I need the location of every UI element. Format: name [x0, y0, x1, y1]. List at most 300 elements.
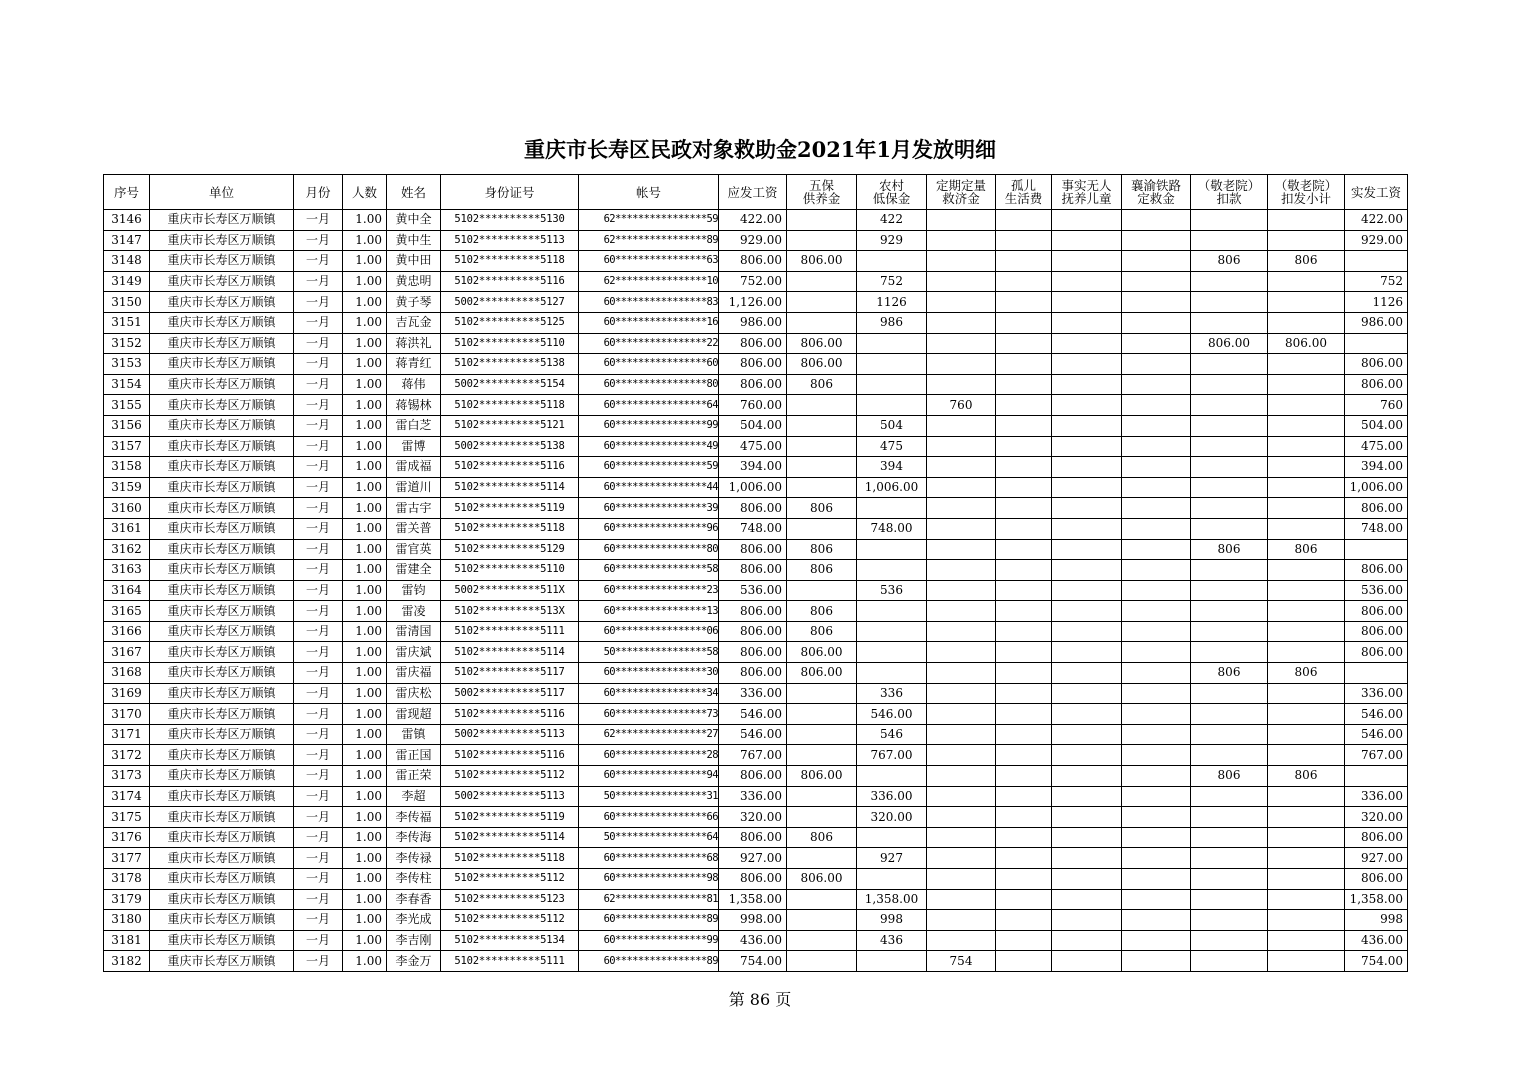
table-cell: 3156 [104, 415, 150, 436]
table-cell: 748.00 [719, 518, 787, 539]
table-cell: 806.00 [719, 827, 787, 848]
table-cell [927, 786, 996, 807]
table-cell [1122, 642, 1191, 663]
table-cell [1052, 477, 1122, 498]
table-row [104, 869, 1408, 890]
table-cell: 重庆市长寿区万顺镇 [150, 457, 294, 478]
table-cell: 一月 [294, 601, 343, 622]
table-cell [1268, 518, 1345, 539]
table-cell: 62****************89 [579, 230, 719, 251]
table-cell: 3162 [104, 539, 150, 560]
table-cell: 1.00 [343, 889, 387, 910]
table-cell: 3157 [104, 436, 150, 457]
table-cell: 一月 [294, 827, 343, 848]
column-header: 单位 [150, 175, 294, 210]
table-cell: 一月 [294, 807, 343, 828]
table-cell [787, 683, 857, 704]
table-cell: 重庆市长寿区万顺镇 [150, 560, 294, 581]
table-cell: 李传福 [387, 807, 441, 828]
table-cell: 806 [787, 539, 857, 560]
table-row [104, 251, 1408, 272]
table-cell [1122, 457, 1191, 478]
table-cell [1191, 889, 1268, 910]
table-cell: 752.00 [719, 271, 787, 292]
table-cell: 806.00 [1345, 827, 1408, 848]
table-cell: 60****************44 [579, 477, 719, 498]
table-cell: 50****************31 [579, 786, 719, 807]
table-cell: 1.00 [343, 312, 387, 333]
table-cell: 475 [857, 436, 927, 457]
table-cell: 60****************28 [579, 745, 719, 766]
table-cell: 黄忠明 [387, 271, 441, 292]
table-cell: 重庆市长寿区万顺镇 [150, 518, 294, 539]
table-cell: 986.00 [1345, 312, 1408, 333]
table-cell: 5102**********5116 [441, 271, 579, 292]
table-cell: 806.00 [1345, 374, 1408, 395]
table-cell: 3180 [104, 910, 150, 931]
table-header [104, 175, 1408, 210]
table-cell [927, 663, 996, 684]
table-cell: 60****************89 [579, 910, 719, 931]
table-cell [1052, 251, 1122, 272]
column-header: 序号 [104, 175, 150, 210]
table-cell: 806.00 [787, 869, 857, 890]
table-cell [1122, 827, 1191, 848]
table-cell: 1.00 [343, 745, 387, 766]
table-cell: 3152 [104, 333, 150, 354]
table-cell [996, 642, 1052, 663]
table-cell: 1.00 [343, 786, 387, 807]
table-cell: 5102**********5111 [441, 951, 579, 972]
table-cell: 重庆市长寿区万顺镇 [150, 292, 294, 313]
table-cell [1052, 930, 1122, 951]
table-cell [996, 869, 1052, 890]
table-cell: 3179 [104, 889, 150, 910]
table-cell: 重庆市长寿区万顺镇 [150, 354, 294, 375]
table-cell [996, 827, 1052, 848]
table-cell: 5102**********513X [441, 601, 579, 622]
table-cell [1052, 910, 1122, 931]
table-cell: 752 [1345, 271, 1408, 292]
table-cell [996, 354, 1052, 375]
table-cell [1122, 312, 1191, 333]
table-cell: 436.00 [1345, 930, 1408, 951]
table-cell: 1.00 [343, 642, 387, 663]
table-cell: 雷成福 [387, 457, 441, 478]
table-cell: 1,126.00 [719, 292, 787, 313]
table-cell [1122, 395, 1191, 416]
table-cell [927, 374, 996, 395]
table-cell [927, 436, 996, 457]
table-cell: 806 [1191, 663, 1268, 684]
table-cell: 重庆市长寿区万顺镇 [150, 395, 294, 416]
table-row [104, 786, 1408, 807]
table-cell [1052, 354, 1122, 375]
table-cell [1268, 683, 1345, 704]
table-cell: 760.00 [719, 395, 787, 416]
table-cell [996, 580, 1052, 601]
table-cell [1191, 601, 1268, 622]
table-cell [996, 210, 1052, 231]
column-header: 人数 [343, 175, 387, 210]
table-cell: 蒋锡林 [387, 395, 441, 416]
column-header: 孤儿 生活费 [996, 175, 1052, 210]
table-cell [927, 580, 996, 601]
table-cell [1052, 951, 1122, 972]
table-cell: 一月 [294, 374, 343, 395]
table-cell [1191, 930, 1268, 951]
table-cell: 806.00 [787, 333, 857, 354]
table-cell [1268, 580, 1345, 601]
table-cell: 5102**********5116 [441, 457, 579, 478]
table-cell: 60****************94 [579, 766, 719, 787]
table-cell [1268, 560, 1345, 581]
table-cell [1191, 210, 1268, 231]
table-row [104, 951, 1408, 972]
table-cell [1268, 415, 1345, 436]
table-cell [1122, 889, 1191, 910]
table-cell: 50****************64 [579, 827, 719, 848]
table-cell [1122, 374, 1191, 395]
table-cell: 一月 [294, 539, 343, 560]
table-cell: 雷庆斌 [387, 642, 441, 663]
table-cell: 李超 [387, 786, 441, 807]
table-cell [1122, 333, 1191, 354]
table-cell [927, 230, 996, 251]
table-cell: 62****************59 [579, 210, 719, 231]
table-cell: 一月 [294, 292, 343, 313]
table-cell: 重庆市长寿区万顺镇 [150, 642, 294, 663]
table-cell [1191, 704, 1268, 725]
table-cell: 重庆市长寿区万顺镇 [150, 704, 294, 725]
table-row [104, 848, 1408, 869]
table-cell [1052, 210, 1122, 231]
table-cell: 998 [857, 910, 927, 931]
table-cell [1122, 251, 1191, 272]
table-cell [927, 601, 996, 622]
table-cell [1268, 271, 1345, 292]
table-cell: 重庆市长寿区万顺镇 [150, 621, 294, 642]
table-cell: 3178 [104, 869, 150, 890]
table-cell: 重庆市长寿区万顺镇 [150, 580, 294, 601]
column-header: 应发工资 [719, 175, 787, 210]
table-cell [857, 601, 927, 622]
table-cell [1268, 395, 1345, 416]
table-cell: 1126 [857, 292, 927, 313]
table-cell [1268, 498, 1345, 519]
table-cell [1122, 848, 1191, 869]
table-cell: 重庆市长寿区万顺镇 [150, 415, 294, 436]
table-cell [1122, 292, 1191, 313]
table-cell [1052, 312, 1122, 333]
table-cell: 394.00 [719, 457, 787, 478]
table-cell: 60****************58 [579, 560, 719, 581]
table-cell [857, 827, 927, 848]
table-cell: 李传海 [387, 827, 441, 848]
table-cell [927, 807, 996, 828]
table-row [104, 436, 1408, 457]
table-cell [787, 724, 857, 745]
table-cell [1122, 271, 1191, 292]
table-cell [1191, 498, 1268, 519]
table-cell: 806.00 [1345, 354, 1408, 375]
table-cell: 927.00 [1345, 848, 1408, 869]
table-cell [1191, 724, 1268, 745]
table-cell: 1,358.00 [1345, 889, 1408, 910]
table-cell [1191, 560, 1268, 581]
table-cell [787, 292, 857, 313]
table-cell: 一月 [294, 518, 343, 539]
table-cell: 422.00 [719, 210, 787, 231]
table-cell: 3147 [104, 230, 150, 251]
table-cell: 一月 [294, 869, 343, 890]
table-cell [1191, 580, 1268, 601]
table-cell [996, 848, 1052, 869]
page-title: 重庆市长寿区民政对象救助金2021年1月发放明细 [523, 137, 997, 162]
table-cell [1052, 642, 1122, 663]
table-cell: 60****************96 [579, 518, 719, 539]
table-cell: 806.00 [719, 251, 787, 272]
table-cell [996, 333, 1052, 354]
table-cell [1052, 230, 1122, 251]
table-row [104, 930, 1408, 951]
table-cell: 重庆市长寿区万顺镇 [150, 766, 294, 787]
table-cell: 1.00 [343, 560, 387, 581]
table-cell [1122, 560, 1191, 581]
table-cell [1052, 704, 1122, 725]
table-cell: 998 [1345, 910, 1408, 931]
table-cell [787, 210, 857, 231]
table-cell [787, 807, 857, 828]
table-cell: 5102**********5114 [441, 827, 579, 848]
table-cell [1268, 951, 1345, 972]
table-cell [857, 642, 927, 663]
table-cell: 5102**********5123 [441, 889, 579, 910]
table-cell [1191, 354, 1268, 375]
table-cell [787, 580, 857, 601]
table-cell [1122, 910, 1191, 931]
table-cell: 5002**********5117 [441, 683, 579, 704]
table-cell [857, 951, 927, 972]
table-cell: 62****************10 [579, 271, 719, 292]
table-cell: 重庆市长寿区万顺镇 [150, 889, 294, 910]
table-cell [1052, 827, 1122, 848]
table-cell: 重庆市长寿区万顺镇 [150, 271, 294, 292]
table-cell: 1.00 [343, 951, 387, 972]
table-cell [1052, 415, 1122, 436]
table-cell [1268, 436, 1345, 457]
table-cell: 748.00 [1345, 518, 1408, 539]
table-cell [857, 251, 927, 272]
table-cell: 3169 [104, 683, 150, 704]
table-cell: 雷凌 [387, 601, 441, 622]
table-cell [1122, 621, 1191, 642]
table-cell: 重庆市长寿区万顺镇 [150, 312, 294, 333]
table-cell [927, 498, 996, 519]
table-cell [996, 251, 1052, 272]
table-cell [927, 333, 996, 354]
table-cell: 1.00 [343, 621, 387, 642]
table-cell: 重庆市长寿区万顺镇 [150, 333, 294, 354]
table-row [104, 724, 1408, 745]
table-cell [1268, 601, 1345, 622]
table-cell: 5102**********5116 [441, 704, 579, 725]
table-row [104, 663, 1408, 684]
table-cell: 雷古宇 [387, 498, 441, 519]
table-cell [927, 312, 996, 333]
table-cell: 60****************89 [579, 951, 719, 972]
table-cell [1191, 436, 1268, 457]
table-cell [996, 436, 1052, 457]
table-cell: 5002**********5113 [441, 786, 579, 807]
table-cell: 一月 [294, 930, 343, 951]
table-cell [787, 395, 857, 416]
table-cell [1052, 539, 1122, 560]
table-cell [787, 230, 857, 251]
table-cell [1191, 827, 1268, 848]
table-cell [996, 745, 1052, 766]
column-header: 事实无人 抚养儿童 [1052, 175, 1122, 210]
table-cell: 60****************73 [579, 704, 719, 725]
table-cell: 806.00 [719, 642, 787, 663]
table-cell [1122, 539, 1191, 560]
table-cell: 3149 [104, 271, 150, 292]
table-cell: 李光成 [387, 910, 441, 931]
table-cell [857, 621, 927, 642]
table-row [104, 580, 1408, 601]
table-cell: 1.00 [343, 333, 387, 354]
table-cell: 雷关普 [387, 518, 441, 539]
table-cell [927, 292, 996, 313]
table-cell [1268, 210, 1345, 231]
page-number: 第 86 页 [728, 990, 792, 1009]
table-cell: 李传柱 [387, 869, 441, 890]
table-cell: 806.00 [1268, 333, 1345, 354]
table-cell: 806.00 [1345, 560, 1408, 581]
table-cell [1052, 869, 1122, 890]
table-cell [1052, 766, 1122, 787]
table-cell: 806.00 [787, 642, 857, 663]
table-row [104, 518, 1408, 539]
table-cell [1191, 518, 1268, 539]
table-cell [996, 271, 1052, 292]
table-cell: 3177 [104, 848, 150, 869]
table-cell: 3151 [104, 312, 150, 333]
table-cell [1191, 807, 1268, 828]
table-cell: 3166 [104, 621, 150, 642]
table-cell: 黄中田 [387, 251, 441, 272]
table-cell: 一月 [294, 415, 343, 436]
table-cell: 806 [1268, 663, 1345, 684]
table-cell [1345, 539, 1408, 560]
table-cell: 1.00 [343, 539, 387, 560]
table-cell: 一月 [294, 663, 343, 684]
table-cell: 重庆市长寿区万顺镇 [150, 498, 294, 519]
table-cell [1122, 951, 1191, 972]
table-cell: 3153 [104, 354, 150, 375]
table-cell: 3160 [104, 498, 150, 519]
table-cell: 重庆市长寿区万顺镇 [150, 230, 294, 251]
table-cell: 一月 [294, 477, 343, 498]
table-cell: 475.00 [1345, 436, 1408, 457]
table-cell: 3150 [104, 292, 150, 313]
table-cell [996, 415, 1052, 436]
table-cell: 3148 [104, 251, 150, 272]
table-cell [1052, 333, 1122, 354]
table-cell [787, 457, 857, 478]
table-cell: 1.00 [343, 724, 387, 745]
table-cell: 吉瓦金 [387, 312, 441, 333]
table-cell: 394.00 [1345, 457, 1408, 478]
table-cell [996, 807, 1052, 828]
table-cell: 320.00 [857, 807, 927, 828]
column-header: 帐号 [579, 175, 719, 210]
table-cell: 重庆市长寿区万顺镇 [150, 745, 294, 766]
table-cell: 3146 [104, 210, 150, 231]
table-cell: 929.00 [719, 230, 787, 251]
table-cell: 5102**********5138 [441, 354, 579, 375]
table-cell: 1.00 [343, 415, 387, 436]
table-cell [857, 374, 927, 395]
table-cell [1122, 683, 1191, 704]
table-cell: 1.00 [343, 518, 387, 539]
table-cell: 1.00 [343, 292, 387, 313]
table-cell [1345, 663, 1408, 684]
table-cell: 一月 [294, 786, 343, 807]
table-cell [996, 663, 1052, 684]
table-cell [927, 457, 996, 478]
table-cell [927, 415, 996, 436]
table-cell [1122, 477, 1191, 498]
table-cell: 806.00 [1345, 621, 1408, 642]
table-cell [927, 477, 996, 498]
table-cell: 3176 [104, 827, 150, 848]
table-cell: 806.00 [1345, 642, 1408, 663]
table-cell: 536.00 [719, 580, 787, 601]
table-cell [1345, 333, 1408, 354]
table-cell: 5102**********5111 [441, 621, 579, 642]
table-cell: 雷清国 [387, 621, 441, 642]
table-cell [787, 415, 857, 436]
table-cell: 60****************23 [579, 580, 719, 601]
table-cell: 李传禄 [387, 848, 441, 869]
table-cell: 806 [787, 560, 857, 581]
table-cell: 重庆市长寿区万顺镇 [150, 869, 294, 890]
table-cell: 806 [1191, 766, 1268, 787]
table-row [104, 766, 1408, 787]
table-cell [787, 786, 857, 807]
table-cell [1191, 477, 1268, 498]
table-cell: 1.00 [343, 827, 387, 848]
table-cell: 806 [1268, 539, 1345, 560]
table-cell: 一月 [294, 621, 343, 642]
table-cell [1052, 807, 1122, 828]
table-cell: 3167 [104, 642, 150, 663]
table-cell [1268, 786, 1345, 807]
table-cell: 重庆市长寿区万顺镇 [150, 724, 294, 745]
table-cell: 806.00 [719, 601, 787, 622]
table-cell: 336.00 [1345, 786, 1408, 807]
table-cell: 1.00 [343, 663, 387, 684]
table-cell [1191, 457, 1268, 478]
table-cell [1268, 312, 1345, 333]
table-cell [1268, 354, 1345, 375]
table-cell: 5102**********5119 [441, 807, 579, 828]
table-cell: 黄子琴 [387, 292, 441, 313]
table-cell: 一月 [294, 395, 343, 416]
table-cell: 60****************99 [579, 930, 719, 951]
table-cell: 546.00 [719, 704, 787, 725]
